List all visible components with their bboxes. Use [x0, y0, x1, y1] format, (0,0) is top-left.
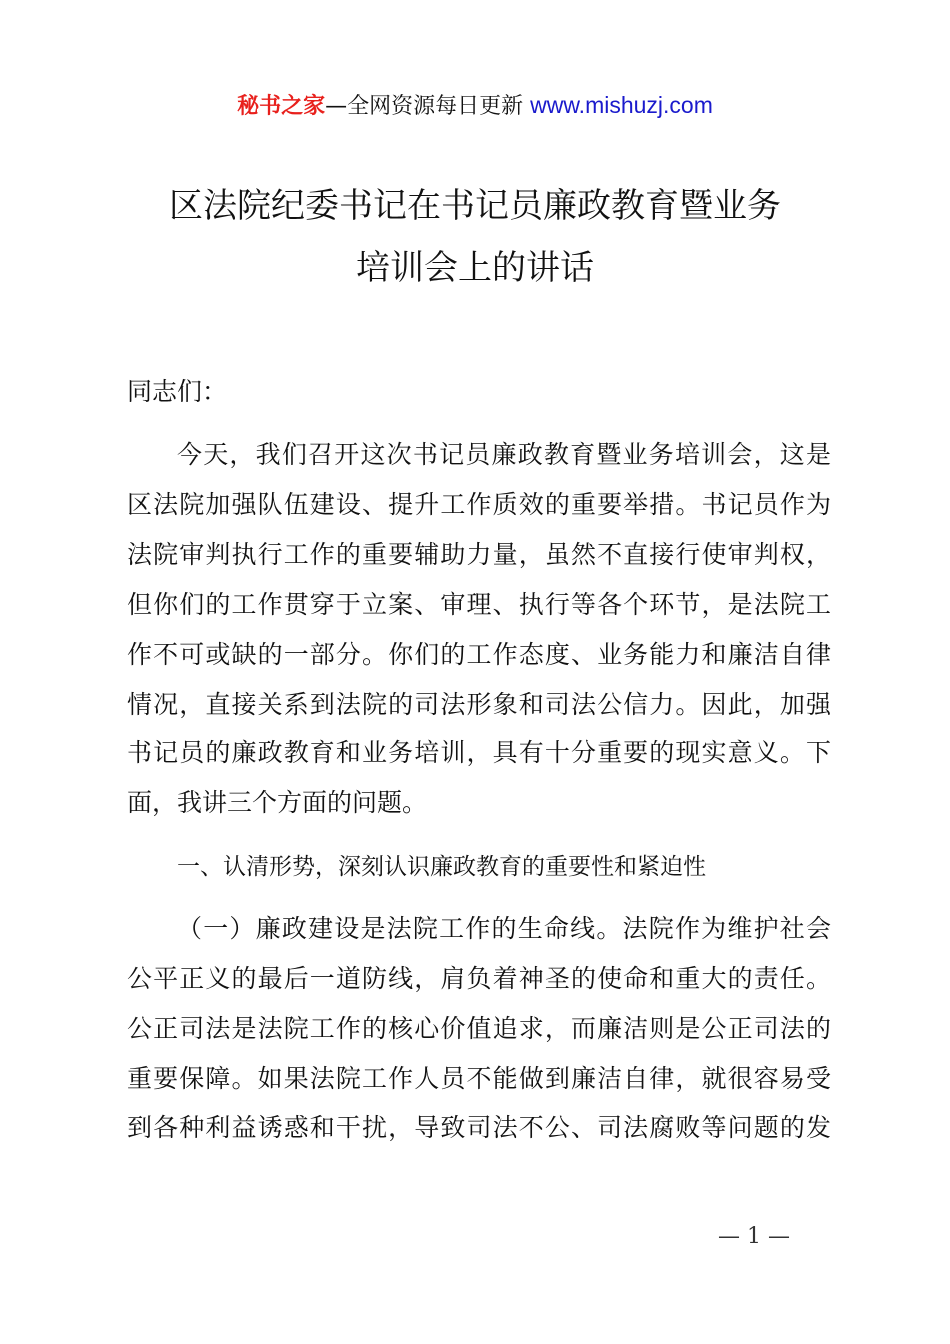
paragraph-line: 面，我讲三个方面的问题。 [127, 788, 428, 817]
document-title-line-2: 培训会上的讲话 [356, 248, 594, 288]
site-url-link[interactable]: www.mishuzj.com [530, 92, 713, 118]
paragraph-line: 重要保障。如果法院工作人员不能做到廉洁自律，就很容易受 [127, 1064, 831, 1093]
paragraph-line: 但你们的工作贯穿于立案、审理、执行等各个环节，是法院工 [127, 590, 831, 619]
paragraph-line: 情况，直接关系到法院的司法形象和司法公信力。因此，加强 [127, 690, 831, 719]
paragraph-line: 公平正义的最后一道防线，肩负着神圣的使命和重大的责任。 [127, 964, 831, 993]
paragraph-line: 公正司法是法院工作的核心价值追求，而廉洁则是公正司法的 [127, 1014, 831, 1043]
paragraph-line: 书记员的廉政教育和业务培训，具有十分重要的现实意义。下 [127, 738, 831, 767]
brand-name: 秘书之家 [237, 94, 326, 119]
paragraph-line: 到各种利益诱惑和干扰，导致司法不公、司法腐败等问题的发 [127, 1113, 831, 1142]
banner-slogan: —全网资源每日更新 [325, 94, 531, 119]
salutation: 同志们： [127, 377, 228, 406]
section-heading: 一、认清形势，深刻认识廉政教育的重要性和紧迫性 [177, 854, 706, 880]
paragraph-line: （一）廉政建设是法院工作的生命线。法院作为维护社会 [177, 914, 831, 943]
site-banner [0, 88, 950, 124]
page-number: — 1 — [718, 1224, 790, 1249]
document-title-line-1: 区法院纪委书记在书记员廉政教育暨业务 [169, 186, 781, 226]
paragraph-line: 今天，我们召开这次书记员廉政教育暨业务培训会，这是 [177, 440, 831, 469]
paragraph-line: 作不可或缺的一部分。你们的工作态度、业务能力和廉洁自律 [127, 640, 831, 669]
paragraph-line: 区法院加强队伍建设、提升工作质效的重要举措。书记员作为 [127, 490, 831, 519]
paragraph-line: 法院审判执行工作的重要辅助力量，虽然不直接行使审判权， [127, 540, 831, 569]
